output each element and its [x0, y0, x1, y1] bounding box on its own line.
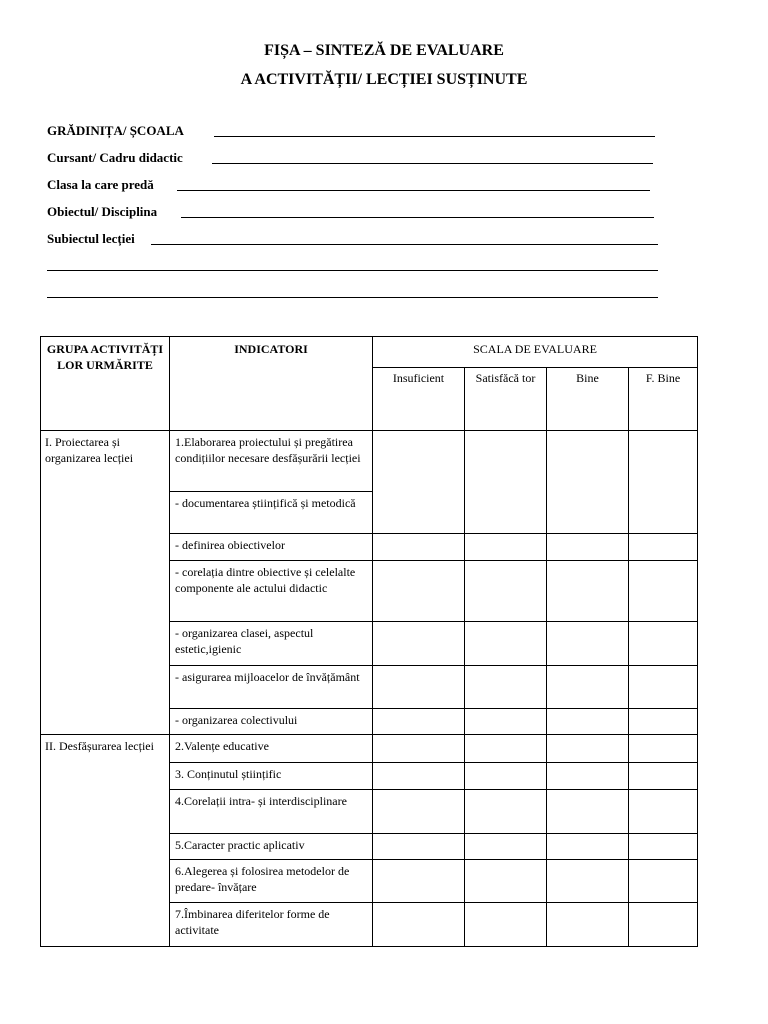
- subject-label: Obiectul/ Disciplina: [47, 204, 158, 219]
- evaluation-table: [40, 336, 698, 947]
- rating-cell[interactable]: [465, 561, 547, 622]
- document-title: FIȘA – SINTEZĂ DE EVALUARE: [264, 42, 504, 59]
- rating-cell[interactable]: [465, 666, 547, 709]
- rating-cell[interactable]: [547, 622, 629, 666]
- scale-insufficient-header: Insuficient: [373, 368, 465, 431]
- scale-very-good-header: F. Bine: [629, 368, 698, 431]
- rating-cell[interactable]: [629, 709, 698, 735]
- rating-cell[interactable]: [547, 860, 629, 903]
- school-label: GRĂDINIȚA/ ȘCOALA: [47, 123, 184, 138]
- rating-cell[interactable]: [465, 763, 547, 790]
- rating-cell[interactable]: [629, 431, 698, 534]
- class-input-line[interactable]: [177, 190, 650, 191]
- rating-cell[interactable]: [547, 534, 629, 561]
- rating-cell[interactable]: [373, 790, 465, 834]
- indicator-label: 6.Alegerea și folosirea metodelor de predare- învățare: [170, 860, 373, 903]
- rating-cell[interactable]: [629, 622, 698, 666]
- rating-cell[interactable]: [629, 834, 698, 860]
- rating-cell[interactable]: [373, 763, 465, 790]
- scale-column-header: SCALA DE EVALUARE: [373, 337, 698, 368]
- rating-cell[interactable]: [373, 709, 465, 735]
- rating-cell[interactable]: [629, 790, 698, 834]
- rating-cell[interactable]: [373, 431, 465, 534]
- rating-cell[interactable]: [547, 561, 629, 622]
- rating-cell[interactable]: [373, 561, 465, 622]
- indicator-label: - organizarea colectivului: [170, 709, 373, 735]
- school-input-line[interactable]: [214, 136, 655, 137]
- indicator-label: 1.Elaborarea proiectului și pregătirea condițiilor necesare desfășurării lecției: [170, 431, 373, 492]
- group-label: II. Desfășurarea lecției: [41, 735, 170, 947]
- rating-cell[interactable]: [373, 735, 465, 763]
- rating-cell[interactable]: [547, 763, 629, 790]
- rating-cell[interactable]: [465, 860, 547, 903]
- scale-satisfactory-header: Satisfăcă tor: [465, 368, 547, 431]
- indicators-column-header: INDICATORI: [170, 337, 373, 431]
- rating-cell[interactable]: [629, 561, 698, 622]
- rating-cell[interactable]: [547, 903, 629, 947]
- indicator-label: 5.Caracter practic aplicativ: [170, 834, 373, 860]
- rating-cell[interactable]: [465, 834, 547, 860]
- rating-cell[interactable]: [547, 834, 629, 860]
- indicator-label: 4.Corelații intra- și interdisciplinare: [170, 790, 373, 834]
- rating-cell[interactable]: [373, 860, 465, 903]
- document-subtitle: A ACTIVITĂȚII/ LECȚIEI SUSȚINUTE: [240, 71, 528, 88]
- topic-input-line[interactable]: [151, 244, 658, 245]
- topic-label: Subiectul lecției: [47, 231, 135, 246]
- subject-input-line[interactable]: [181, 217, 654, 218]
- rating-cell[interactable]: [373, 666, 465, 709]
- indicator-label: - organizarea clasei, aspectul estetic,igienic: [170, 622, 373, 666]
- rating-cell[interactable]: [547, 735, 629, 763]
- group-column-header: GRUPA ACTIVITĂȚI LOR URMĂRITE: [41, 337, 170, 431]
- rating-cell[interactable]: [629, 534, 698, 561]
- indicator-label: - corelația dintre obiective și celelalte componente ale actului didactic: [170, 561, 373, 622]
- rating-cell[interactable]: [465, 622, 547, 666]
- rating-cell[interactable]: [465, 709, 547, 735]
- rating-cell[interactable]: [465, 534, 547, 561]
- topic-input-line-2[interactable]: [47, 270, 658, 271]
- topic-input-line-3[interactable]: [47, 297, 658, 298]
- rating-cell[interactable]: [465, 903, 547, 947]
- trainee-input-line[interactable]: [212, 163, 653, 164]
- scale-good-header: Bine: [547, 368, 629, 431]
- indicator-label: 2.Valențe educative: [170, 735, 373, 763]
- indicator-label: - asigurarea mijloacelor de învățământ: [170, 666, 373, 709]
- rating-cell[interactable]: [465, 790, 547, 834]
- rating-cell[interactable]: [373, 534, 465, 561]
- trainee-label: Cursant/ Cadru didactic: [47, 150, 183, 165]
- rating-cell[interactable]: [629, 735, 698, 763]
- rating-cell[interactable]: [547, 431, 629, 534]
- rating-cell[interactable]: [547, 666, 629, 709]
- indicator-label: - documentarea științifică și metodică: [170, 492, 373, 534]
- rating-cell[interactable]: [373, 834, 465, 860]
- rating-cell[interactable]: [465, 735, 547, 763]
- indicator-label: 3. Conținutul științific: [170, 763, 373, 790]
- rating-cell[interactable]: [629, 666, 698, 709]
- rating-cell[interactable]: [547, 790, 629, 834]
- rating-cell[interactable]: [373, 903, 465, 947]
- group-label: I. Proiectarea și organizarea lecției: [41, 431, 170, 735]
- rating-cell[interactable]: [547, 709, 629, 735]
- rating-cell[interactable]: [373, 622, 465, 666]
- rating-cell[interactable]: [465, 431, 547, 534]
- rating-cell[interactable]: [629, 763, 698, 790]
- indicator-label: - definirea obiectivelor: [170, 534, 373, 561]
- class-label: Clasa la care predă: [47, 177, 154, 192]
- rating-cell[interactable]: [629, 860, 698, 903]
- rating-cell[interactable]: [629, 903, 698, 947]
- indicator-label: 7.Îmbinarea diferitelor forme de activitate: [170, 903, 373, 947]
